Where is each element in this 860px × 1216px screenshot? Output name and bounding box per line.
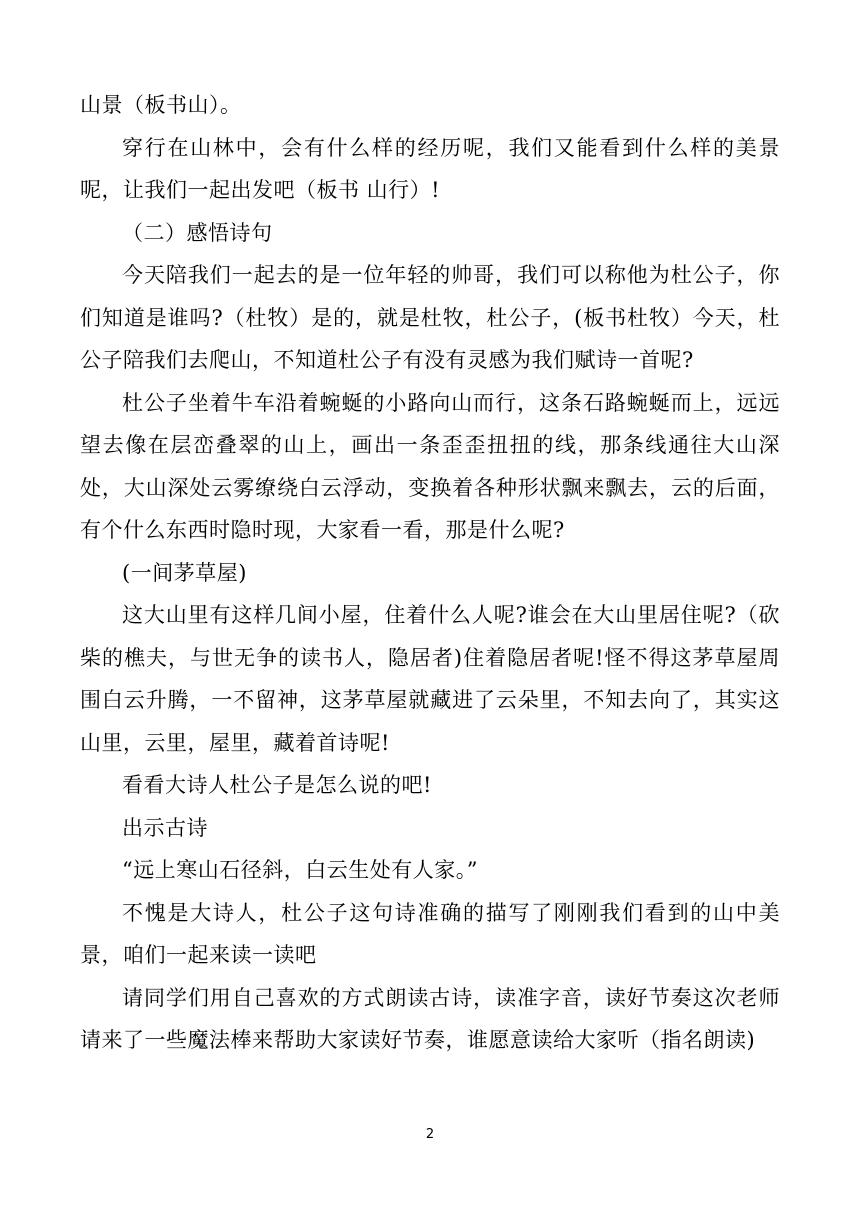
paragraph-2: 穿行在山林中，会有什么样的经历呢，我们又能看到什么样的美景呢，让我们一起出发吧（板书 山行）! [80,135,780,202]
paragraph-4: 今天陪我们一起去的是一位年轻的帅哥，我们可以称他为杜公子，你们知道是谁吗?（杜牧）是的，就是杜牧，杜公子，(板书杜牧）今天，杜公子陪我们去爬山，不知道杜公子有没有灵感为我们赋诗一首呢? [80,263,780,372]
paragraph-11: 不愧是大诗人，杜公子这句诗准确的描写了刚刚我们看到的山中美景，咱们一起来读一读吧 [80,900,780,967]
paragraph-7: 这大山里有这样几间小屋，住着什么人呢?谁会在大山里居住呢?（砍柴的樵夫，与世无争的读书人，隐居者)住着隐居者呢!怪不得这茅草屋周围白云升腾，一不留神，这茅草屋就藏进了云朵里，不知去向了，其实这山里，云里，屋里，藏着首诗呢! [80,603,780,755]
paragraph-8: 看看大诗人杜公子是怎么说的吧! [122,773,432,797]
document-page [80,84,780,1062]
paragraph-5: 杜公子坐着牛车沿着蜿蜒的小路向山而行，这条石路蜿蜒而上，远远望去像在层峦叠翠的山上，画出一条歪歪扭扭的线，那条线通往大山深处，大山深处云雾缭绕白云浮动，变换着各种形状飘来飘去，云的后面，有个什么东西时隐时现，大家看一看，那是什么呢? [80,390,780,542]
page-number: 2 [425,1127,435,1142]
paragraph-12: 请同学们用自己喜欢的方式朗读古诗，读准字音，读好节奏这次老师请来了一些魔法棒来帮助大家读好节奏，谁愿意读给大家听（指名朗读) [80,985,780,1052]
paragraph-1: 山景（板书山）。 [80,93,242,117]
poem-quote: “远上寒山石径斜，白云生处有人家。” [122,858,478,882]
paragraph-9: 出示古诗 [122,815,208,840]
paragraph-6: (一间茅草屋) [122,560,247,585]
section-heading: （二）感悟诗句 [122,220,273,245]
